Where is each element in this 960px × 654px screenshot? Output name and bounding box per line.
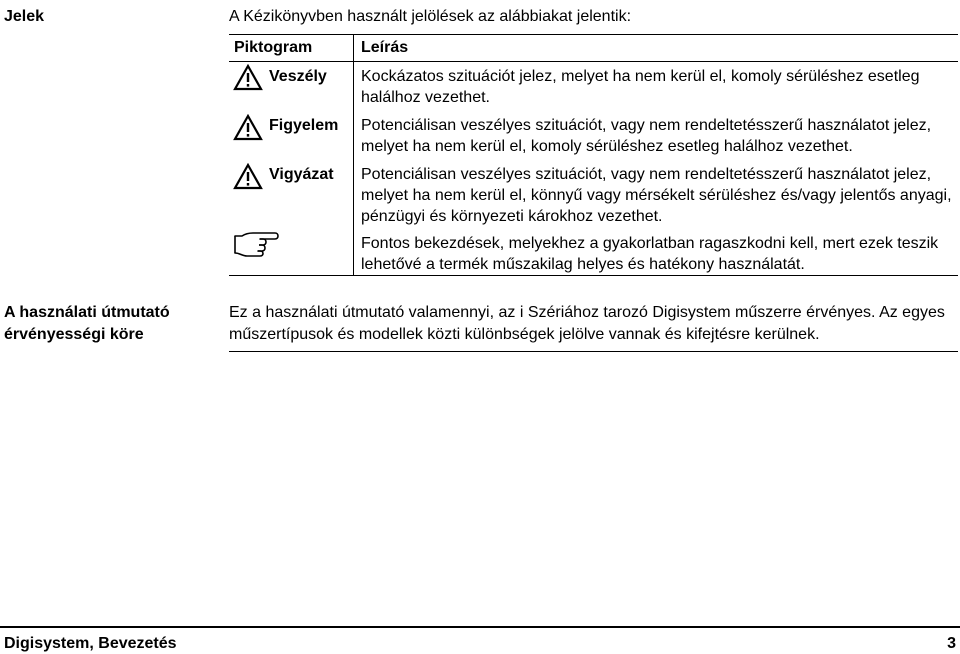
row-description-vigyazat: Potenciálisan veszélyes szituációt, vagy nem rendeltetésszerű használatot jelez, melyet ha nem kerül el, könnyű vagy mérsékelt sérüléshez és/vagy jelentős anyagi, pénzügyi és környezeti károkhoz vezethet. (361, 166, 952, 225)
page-number: 3 (947, 635, 956, 652)
column-header-description: Leírás (361, 39, 409, 56)
section-heading-validity-line2: érvényességi köre (4, 326, 144, 343)
row-description-veszely: Kockázatos szituációt jelez, melyet ha nem kerül el, komoly sérüléshez esetleg halálhoz vezethet. (361, 68, 920, 106)
validity-text: Ez a használati útmutató valamennyi, az i Szériához tarozó Digisystem műszerre érvényes. Az egyes műszertípusok és modellek közti különbségek jelölve vannak és kifejtésre kerülnek. (229, 304, 945, 343)
row-description-note: Fontos bekezdések, melyekhez a gyakorlatban ragaszkodni kell, mert ezek teszik lehetővé a termék műszakilag helyes és hatékony használatát. (361, 235, 939, 273)
column-header-pictogram: Piktogram (234, 39, 313, 56)
warning-triangle-icon (233, 64, 263, 91)
section-heading-validity-line1: A használati útmutató (4, 304, 170, 321)
row-label-vigyazat: Vigyázat (269, 166, 334, 183)
symbols-intro: A Kézikönyvben használt jelölések az alábbiakat jelentik: (229, 8, 632, 25)
warning-triangle-icon (233, 114, 263, 141)
table-header-rule (229, 61, 958, 62)
footer-title: Digisystem, Bevezetés (4, 635, 177, 652)
table-column-divider (353, 34, 354, 275)
table-top-rule (229, 34, 958, 35)
row-label-veszely: Veszély (269, 68, 327, 85)
table-bottom-rule (229, 275, 958, 276)
pointing-hand-icon (233, 231, 279, 257)
footer-rule (0, 626, 960, 628)
row-description-figyelem: Potenciálisan veszélyes szituációt, vagy nem rendeltetésszerű használatot jelez, melyet ha nem kerül el, komoly sérüléshez esetleg halálhoz vezethet. (361, 117, 932, 155)
warning-triangle-icon (233, 163, 263, 190)
section-bottom-rule (229, 351, 958, 352)
row-label-figyelem: Figyelem (269, 117, 339, 134)
section-heading-symbols: Jelek (4, 8, 45, 25)
